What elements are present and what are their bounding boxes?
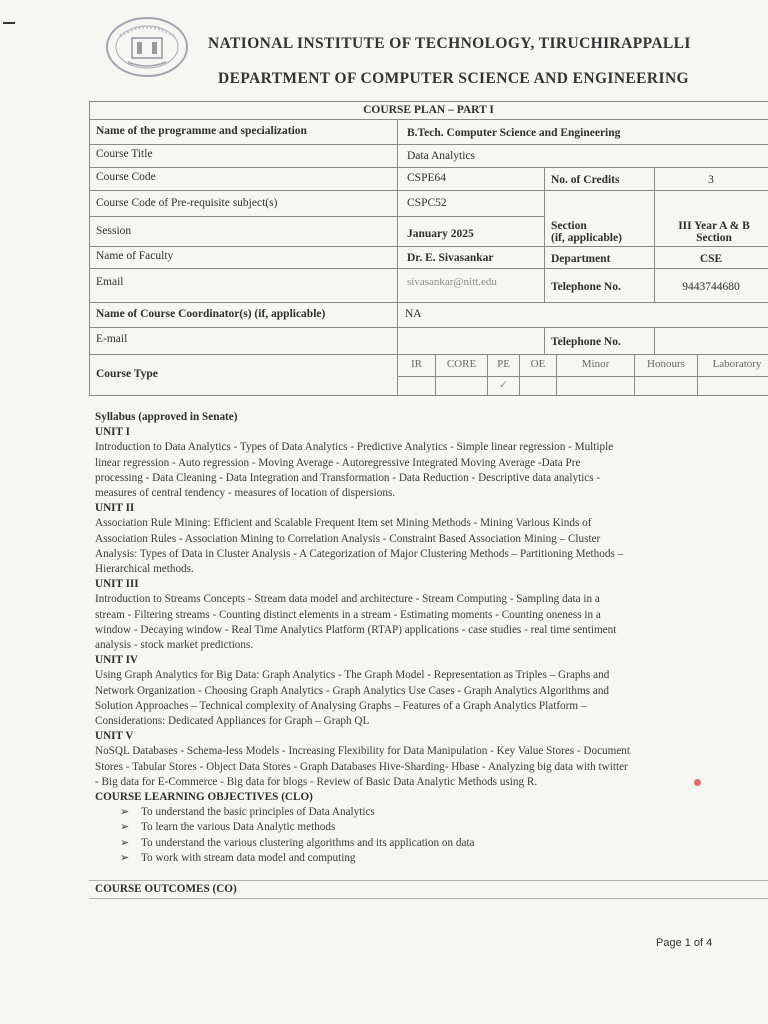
arrow-bullet-icon: ➢: [120, 821, 130, 834]
telephone-label: Telephone No.: [551, 281, 621, 293]
unit-4-line: Network Organization - Choosing Graph Analytics - Graph Analytics Use Cases - Graph Analytics Algorithms and: [95, 684, 610, 697]
course-title-label: Course Title: [96, 148, 153, 160]
unit-5-line: NoSQL Databases - Schema-less Models - Increasing Flexibility for Data Manipulation - Key Value Stores - Document: [95, 745, 631, 758]
course-type-label: Course Type: [96, 368, 158, 380]
coordinator-label: Name of Course Coordinator(s) (if, applicable): [96, 308, 326, 320]
course-outcomes-title: COURSE OUTCOMES (CO): [95, 883, 237, 895]
course-type-laboratory: Laboratory: [712, 358, 762, 370]
unit-1-title: UNIT I: [95, 426, 130, 439]
syllabus-heading: Syllabus (approved in Senate): [95, 411, 238, 423]
clo-item: ➢ To work with stream data model and computing: [120, 851, 761, 866]
unit-2-title: UNIT II: [95, 502, 135, 515]
email-value: sivasankar@nitt.edu: [407, 276, 497, 288]
unit-2-line: Association Rules - Association Mining to Correlation Analysis - Constraint Based Association Mining – Cluster: [95, 532, 601, 545]
telephone-value: 9443744680: [682, 281, 740, 293]
clo-item: ➢ To understand the various clustering algorithms and its application on data: [120, 836, 761, 851]
page-number: Page 1 of 4: [656, 937, 713, 949]
email-label: Email: [96, 276, 124, 288]
unit-3-title: UNIT III: [95, 578, 139, 591]
course-type-oe: OE: [530, 358, 546, 370]
unit-4-title: UNIT IV: [95, 654, 139, 667]
unit-2-line: Association Rule Mining: Efficient and Scalable Frequent Item set Mining Methods - Mining Various Kinds of: [95, 517, 592, 530]
course-type-minor: Minor: [581, 358, 610, 370]
telephone2-label: Telephone No.: [551, 336, 621, 348]
unit-5-line: Stores - Tabular Stores - Object Data Stores - Graph Databases Hive-Sharding- Hbase - Analyzing big data with twitter: [95, 760, 628, 773]
credits-value: 3: [708, 174, 714, 186]
course-type-ir: IR: [411, 358, 422, 370]
divider: [89, 880, 768, 881]
arrow-bullet-icon: ➢: [120, 851, 130, 864]
institute-name: NATIONAL INSTITUTE OF TECHNOLOGY, TIRUCHIRAPPALLI: [208, 35, 691, 52]
syllabus-section: [95, 410, 761, 866]
institute-seal-icon: [104, 16, 190, 78]
session-label: Session: [96, 225, 132, 237]
department-label: Department: [551, 253, 611, 265]
department-value: CSE: [699, 253, 723, 265]
section-value: III Year A & B Section: [678, 220, 750, 244]
unit-3-line: window - Decaying window - Real Time Analytics Platform (RTAP) applications - case studies - real time sentiment: [95, 623, 617, 636]
course-plan-title: COURSE PLAN – PART I: [363, 104, 494, 116]
course-type-core: CORE: [446, 358, 477, 370]
faculty-value: Dr. E. Sivasankar: [407, 252, 494, 264]
course-code-value: CSPE64: [407, 172, 446, 184]
unit-4-line: Solution Approaches – Technical complexity of Analysing Graphs – Features of a Graph Analytics Platform –: [95, 699, 587, 712]
unit-2-line: Analysis: Types of Data in Cluster Analysis - A Categorization of Major Clustering Methods – Partitioning Methods –: [95, 547, 624, 560]
arrow-bullet-icon: ➢: [120, 836, 130, 849]
unit-4-line: Using Graph Analytics for Big Data: Graph Analytics - The Graph Model - Representation as Triples – Graphs and: [95, 669, 610, 682]
arrow-bullet-icon: ➢: [120, 806, 130, 819]
programme-label: Name of the programme and specialization: [96, 125, 307, 137]
clo-item: ➢ To understand the basic principles of Data Analytics: [120, 805, 761, 820]
clo-list: [95, 805, 761, 866]
unit-1-line: Introduction to Data Analytics - Types of Data Analytics - Predictive Analytics - Simple linear regression - Multiple: [95, 441, 614, 454]
unit-3-line: Introduction to Streams Concepts - Stream data model and architecture - Stream Computing - Sampling data in a: [95, 593, 600, 606]
prereq-label: Course Code of Pre-requisite subject(s): [96, 197, 278, 209]
unit-5-title: UNIT V: [95, 730, 134, 743]
faculty-label: Name of Faculty: [96, 250, 174, 262]
course-type-honours: Honours: [647, 358, 685, 370]
session-value: January 2025: [407, 228, 474, 240]
unit-3-line: stream - Filtering streams - Counting distinct elements in a stream - Estimating moments - Counting oneness in a: [95, 608, 601, 621]
course-type-pe: PE: [497, 358, 510, 370]
unit-3-line: analysis - stock market predictions.: [95, 639, 254, 652]
divider: [89, 898, 768, 899]
unit-4-line: Considerations: Dedicated Appliances for Graph – Graph QL: [95, 715, 370, 728]
ink-dot: [694, 779, 701, 786]
unit-5-line: - Big data for E-Commerce - Big data for blogs - Review of Basic Data Analytic Methods using R.: [95, 775, 538, 788]
course-title-value: Data Analytics: [407, 150, 476, 162]
department-name: DEPARTMENT OF COMPUTER SCIENCE AND ENGINEERING: [218, 70, 689, 87]
scan-mark: [3, 22, 15, 24]
section-label: Section (if, applicable): [551, 220, 622, 244]
unit-2-line: Hierarchical methods.: [95, 563, 194, 576]
unit-1-line: linear regression - Auto regression - Moving Average - Autoregressive Integrated Moving Average -Data Pre: [95, 456, 581, 469]
pe-tick-icon: ✓: [498, 379, 509, 391]
course-plan-table: [89, 101, 768, 395]
unit-1-line: measures of central tendency - measures of location of dispersions.: [95, 487, 396, 500]
course-code-label: Course Code: [96, 171, 156, 183]
programme-value: B.Tech. Computer Science and Engineering: [407, 127, 621, 139]
coordinator-value: NA: [405, 308, 422, 320]
credits-label: No. of Credits: [551, 174, 620, 186]
unit-1-line: processing - Data Cleaning - Data Integration and Transformation - Data Reduction - Descriptive data analytics -: [95, 471, 601, 484]
prereq-value: CSPC52: [407, 197, 447, 209]
clo-title: COURSE LEARNING OBJECTIVES (CLO): [95, 791, 313, 804]
clo-item: ➢ To learn the various Data Analytic methods: [120, 820, 761, 835]
email2-label: E-mail: [96, 333, 128, 345]
